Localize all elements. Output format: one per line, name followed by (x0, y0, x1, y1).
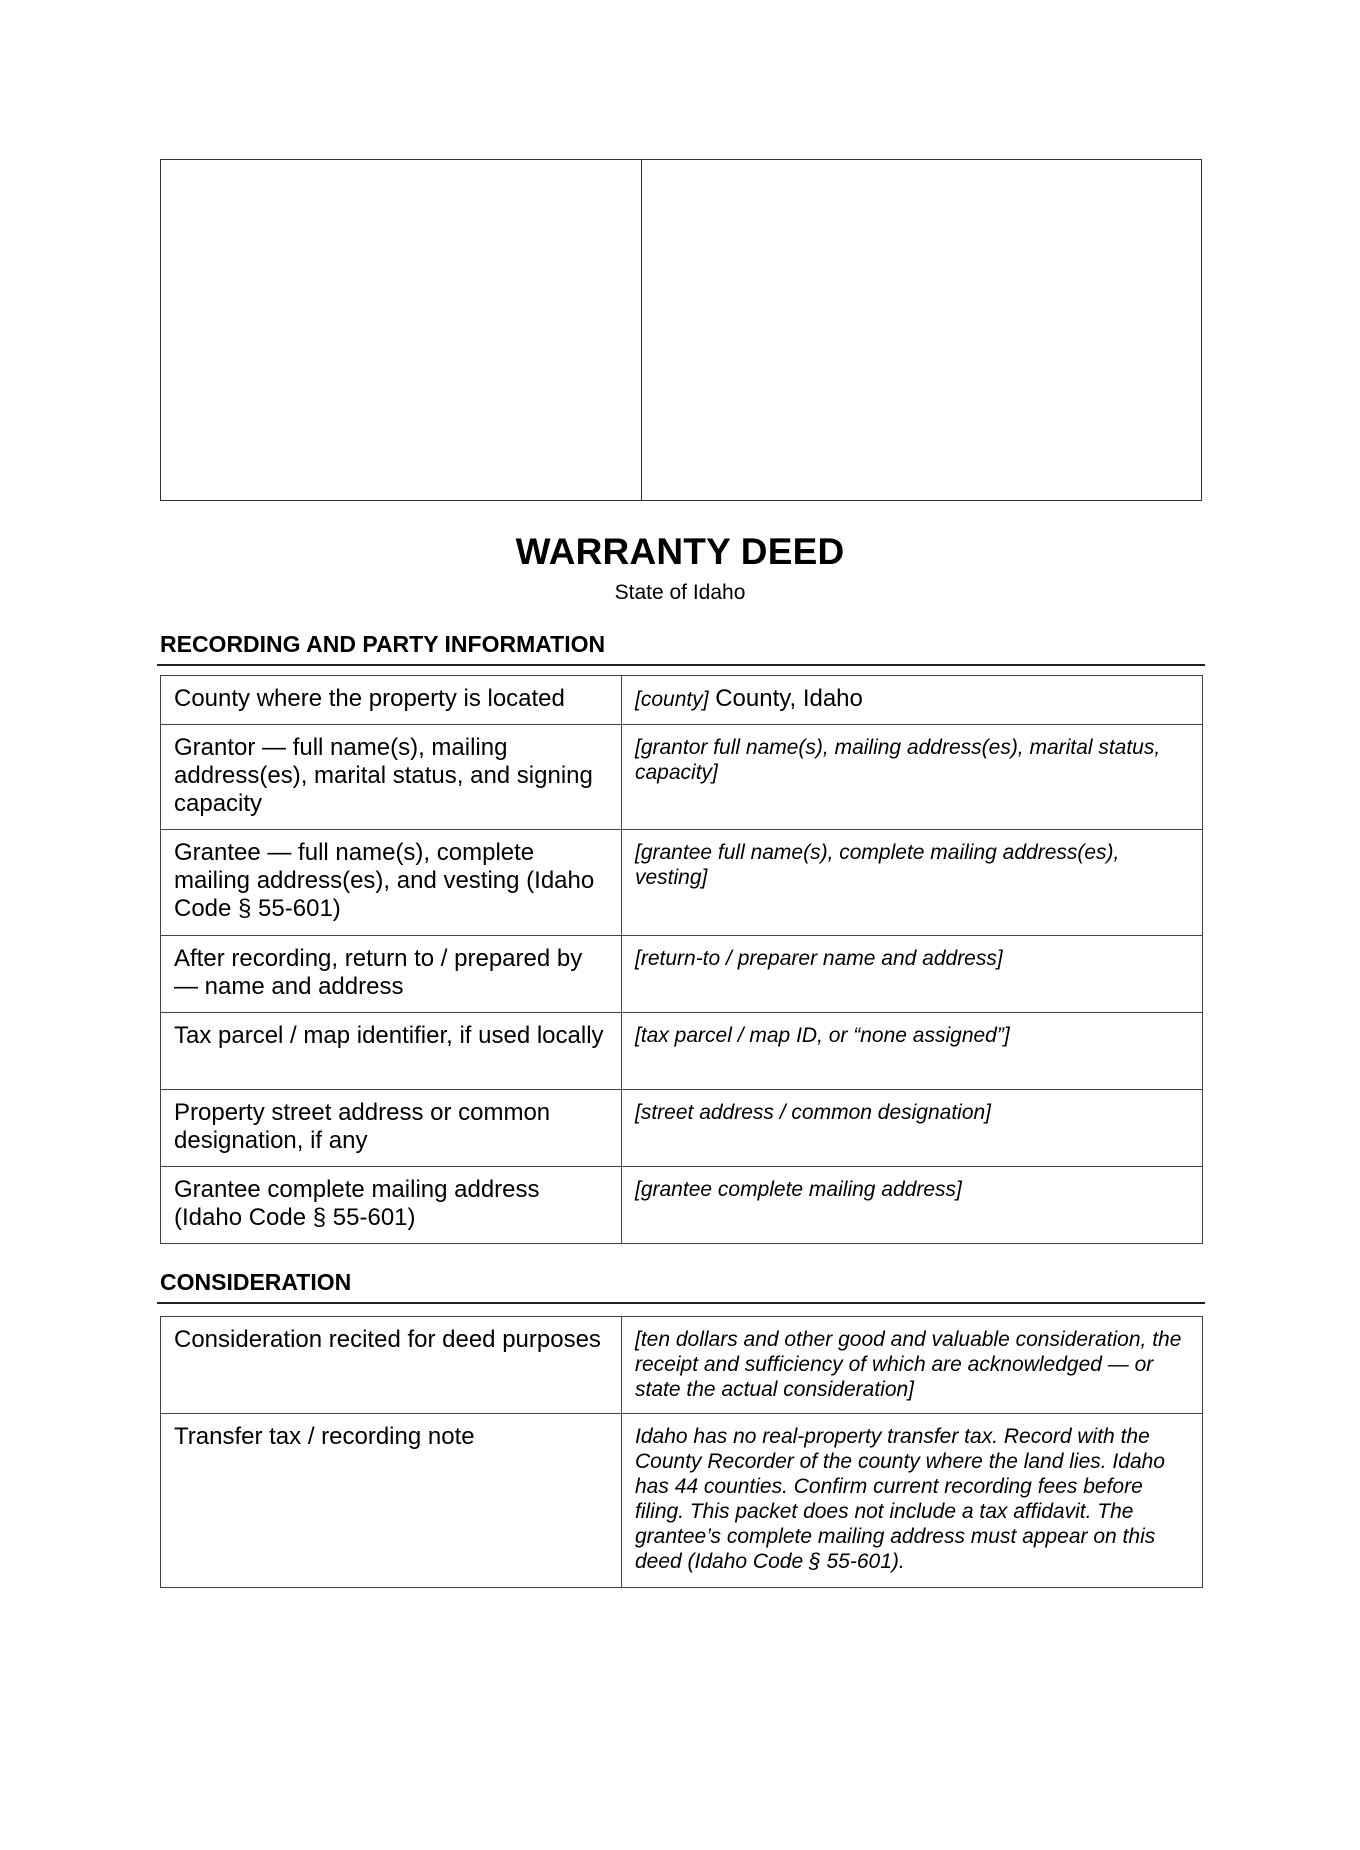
document-subtitle: State of Idaho (614, 581, 746, 604)
row-value: [tax parcel / map ID, or “none assigned”] (622, 1013, 1203, 1090)
table-row (161, 1414, 1203, 1588)
table-row (161, 830, 1203, 936)
table-row (161, 1317, 1203, 1414)
recording-stamp-left-box (161, 160, 642, 500)
row-label: Grantee — full name(s), complete mailing address(es), and vesting (Idaho Code § 55-601) (161, 830, 622, 936)
table-row (161, 676, 1203, 725)
recording-stamp-right-box (642, 160, 1201, 500)
row-label: Grantor — full name(s), mailing address(es), marital status, and signing capacity (161, 725, 622, 830)
row-value: [grantee full name(s), complete mailing address(es), vesting] (622, 830, 1203, 936)
row-label: After recording, return to / prepared by — name and address (161, 936, 622, 1013)
row-label: Consideration recited for deed purposes (161, 1317, 622, 1414)
row-value: [ten dollars and other good and valuable consideration, the receipt and sufficiency of which are acknowledged — or state the actual consideration] (622, 1317, 1203, 1414)
row-value (622, 676, 1203, 725)
row-value: [street address / common designation] (622, 1090, 1203, 1167)
document-title: WARRANTY DEED (515, 531, 845, 572)
row-label: Transfer tax / recording note (161, 1414, 622, 1588)
table-row (161, 936, 1203, 1013)
consideration-table (160, 1316, 1203, 1588)
row-value: [grantor full name(s), mailing address(es), marital status, capacity] (622, 725, 1203, 830)
row-value: [grantee complete mailing address] (622, 1167, 1203, 1244)
section-heading-recording: RECORDING AND PARTY INFORMATION (157, 630, 1205, 666)
recording-party-table (160, 675, 1203, 1244)
row-value: [return-to / preparer name and address] (622, 936, 1203, 1013)
row-value: Idaho has no real-property transfer tax. Record with the County Recorder of the county where the land lies. Idaho has 44 counties. Confirm current recording fees before filing. This packet does not include a tax affidavit. The grantee’s complete mailing address must appear on this deed (Idaho Code § 55-601). (622, 1414, 1203, 1588)
table-row (161, 1090, 1203, 1167)
table-row (161, 1013, 1203, 1090)
table-row (161, 725, 1203, 830)
row-label: Property street address or common designation, if any (161, 1090, 622, 1167)
county-suffix: County, Idaho (708, 685, 863, 712)
row-label: County where the property is located (161, 676, 622, 725)
table-row (161, 1167, 1203, 1244)
row-label: Grantee complete mailing address (Idaho Code § 55-601) (161, 1167, 622, 1244)
section-heading-consideration: CONSIDERATION (157, 1268, 1205, 1304)
county-placeholder: [county] (635, 688, 709, 711)
row-label: Tax parcel / map identifier, if used locally (161, 1013, 622, 1090)
recording-stamp-area (160, 159, 1202, 501)
